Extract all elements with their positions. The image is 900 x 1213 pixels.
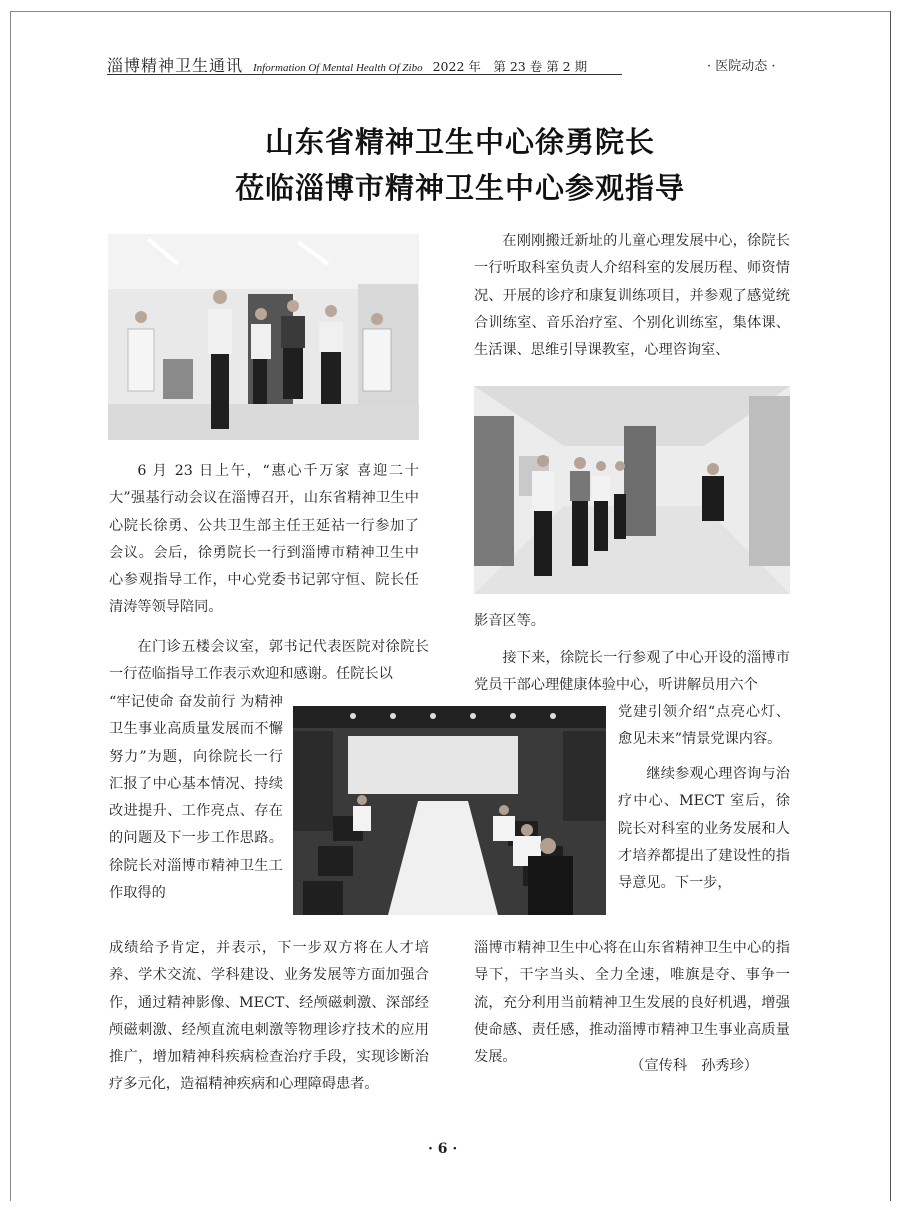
paragraph-meeting-intro: 6 月 23 日上午，“惠心千万家 喜迎二十大”强基行动会议在淄博召开，山东省精神卫生中心院长徐勇、公共卫生部主任王延祜一行参加了会议。会后，徐勇院长一行到淄博市精神卫生中心参观指导工作，中心党委书记郭守恒、院长任清涛等领导陪同。 [109, 463, 419, 616]
section-label: · 医院动态 · [707, 59, 776, 74]
paragraph-party-center-wrap: 党建引领介绍“点亮心灯、愈见未来”情景党课内容。 [618, 704, 790, 748]
byline: （宣传科 孙秀珍） [630, 1058, 758, 1074]
paragraph-report-wrap: “牢记使命 奋发前行 为精神卫生事业高质量发展而不懈努力”为题，向徐院长一行汇报了中心基本情况、持续改进提升、工作亮点、存在的问题及下一步工作思路。徐院长对淄博市精神卫生工作取得的 [109, 694, 283, 902]
running-header [107, 53, 621, 76]
paragraph-child-center-end: 影音区等。 [474, 613, 545, 629]
paragraph-party-center: 接下来，徐院长一行参观了中心开设的淄博市党员干部心理健康体验中心，听讲解员用六个 [474, 650, 790, 694]
photo-corridor-visit-image [474, 386, 790, 594]
paragraph-next-step: 淄博市精神卫生中心将在山东省精神卫生中心的指导下，干字当头、全力全速，唯旗是夺、事争一流，充分利用当前精神卫生发展的良好机遇，增强使命感、责任感，推动淄博市精神卫生事业高质量发展。 [474, 940, 790, 1066]
paragraph-welcome: 在门诊五楼会议室，郭书记代表医院对徐院长一行莅临指导工作表示欢迎和感谢。任院长以 [109, 639, 429, 683]
photo-meeting-room [293, 706, 606, 915]
paragraph-child-center: 在刚刚搬迁新址的儿童心理发展中心，徐院长一行听取科室负责人介绍科室的发展历程、师资情况、开展的诊疗和康复训练项目，并参观了感觉统合训练室、音乐治疗室、个别化训练室，集体课、生活课、思维引导课教室，心理咨询室、 [474, 233, 790, 359]
header-rule [107, 74, 622, 75]
journal-name-cn: 淄博精神卫生通讯 [107, 56, 244, 75]
journal-issue: 2022 年 第 23 卷 第 2 期 [432, 59, 588, 74]
page-number: · 6 · [428, 1141, 458, 1157]
page-frame-left [10, 11, 11, 1201]
photo-lobby-visit-image [108, 234, 419, 440]
paragraph-cooperation: 成绩给予肯定，并表示，下一步双方将在人才培养、学术交流、学科建设、业务发展等方面加强合作，通过精神影像、MECT、经颅磁刺激、深部经颅磁刺激、经颅直流电刺激等物理诊疗技术的应用推广，增加精神科疾病检查治疗手段，实现诊断治疗多元化，造福精神疾病和心理障碍患者。 [109, 940, 429, 1093]
paragraph-consultation: 继续参观心理咨询与治疗中心、MECT 室后，徐院长对科室的业务发展和人才培养都提出了建设性的指导意见。下一步， [618, 766, 790, 892]
photo-lobby-visit [108, 234, 419, 440]
article-title-line-1: 山东省精神卫生中心徐勇院长 [264, 125, 655, 159]
photo-corridor-visit [474, 386, 790, 594]
journal-name-en: Information Of Mental Health Of Zibo [253, 62, 423, 74]
page-frame-top [10, 11, 890, 12]
page-frame-right [890, 11, 891, 1201]
photo-meeting-room-image [293, 706, 606, 915]
article-title-line-2: 莅临淄博市精神卫生中心参观指导 [234, 171, 685, 205]
